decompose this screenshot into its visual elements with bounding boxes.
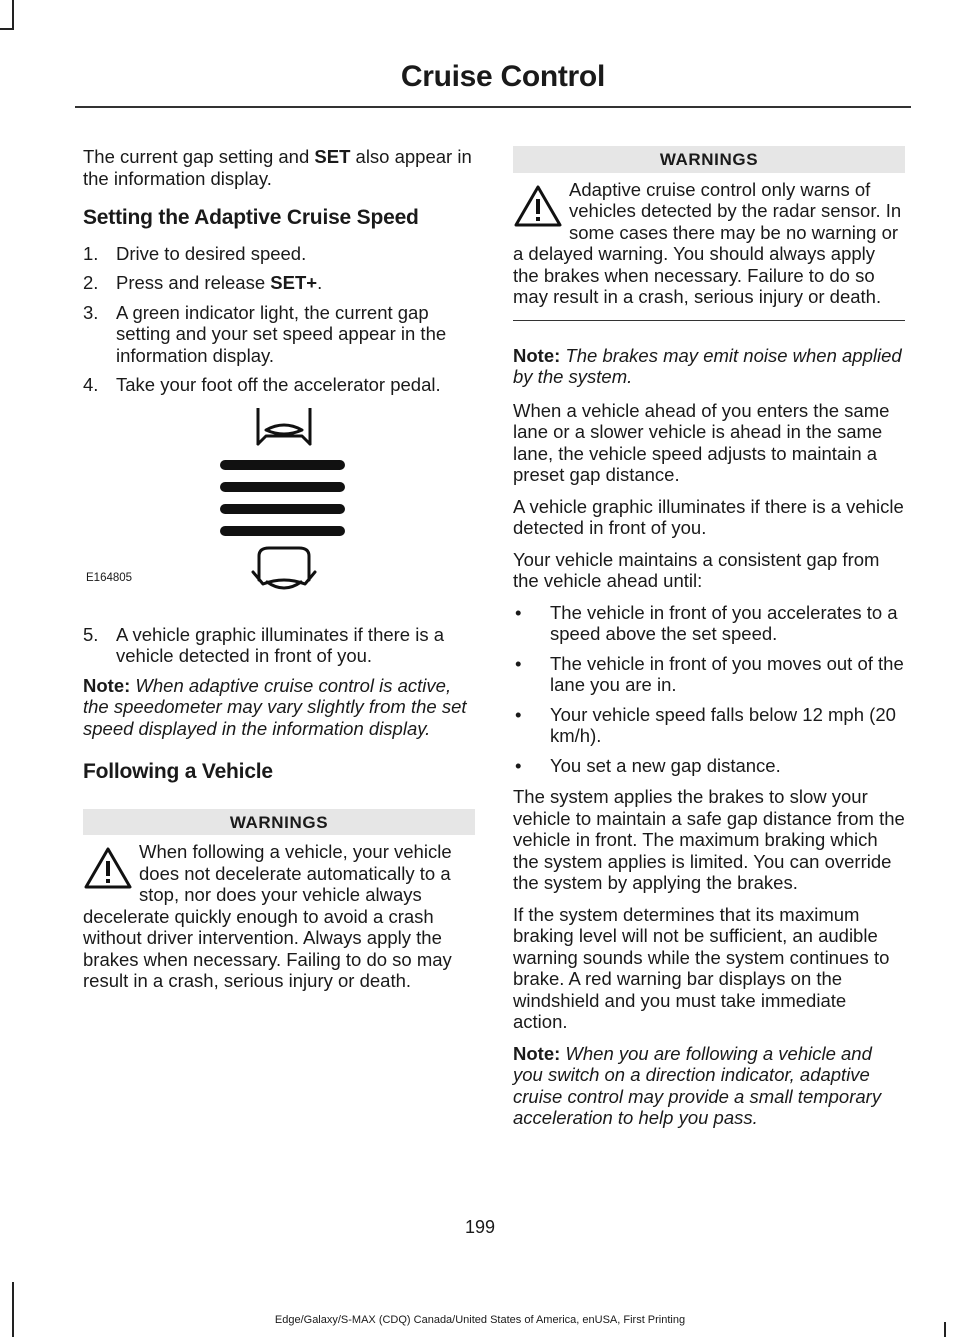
paragraph-vehicle-ahead: When a vehicle ahead of you enters the same lane or a slower vehicle is ahead in the same lane, the vehicle speed adjusts to maintain a preset gap distance. — [513, 399, 890, 485]
note-text: When adaptive cruise control is active, the speedometer may vary slightly from the set speed displayed in the information display. — [83, 674, 467, 739]
header-rule — [75, 106, 911, 108]
warning-box — [513, 179, 905, 321]
step-text-post: . — [317, 272, 323, 293]
warning-triangle-icon — [83, 846, 133, 890]
note-label: Note: — [83, 674, 131, 696]
list-item — [513, 602, 905, 645]
list-item-text: The vehicle in front of you accelerates to a speed above the set speed. — [550, 601, 898, 644]
note-text: When you are following a vehicle and you switch on a direction indicator, adaptive cruise control may provide a small temporary acceleration to help you pass. — [513, 1042, 882, 1128]
section-heading-setting-speed: Setting the Adaptive Cruise Speed — [83, 206, 419, 229]
intro-text-1: The current gap setting and — [83, 146, 315, 167]
bullet-mark: • — [515, 703, 522, 725]
set-key-label: SET — [314, 146, 351, 167]
gap-setting-figure — [83, 408, 475, 608]
paragraph-max-braking: If the system determines that its maximum braking level will not be sufficient, an audible warning sounds while the system continues to brake. A red warning bar displays on the windshield and you must take immediate action. — [513, 903, 890, 1032]
step-text — [116, 272, 475, 294]
step-number: 1. — [83, 242, 99, 264]
note-brake-noise — [513, 345, 905, 388]
page-title: Cruise Control — [400, 60, 605, 93]
right-column — [513, 146, 905, 1141]
paragraph-consistent-gap: Your vehicle maintains a consistent gap from the vehicle ahead until: — [513, 548, 880, 591]
steps-list — [83, 243, 475, 396]
crop-mark-bottom-left-v — [12, 1282, 14, 1337]
note-speedometer — [83, 675, 475, 740]
step-item — [83, 374, 475, 396]
note-text: The brakes may emit noise when applied by the system. — [513, 344, 902, 387]
crop-mark-bottom-left-h — [12, 1282, 14, 1284]
lead-vehicle-icon — [258, 408, 310, 444]
list-item-text: Your vehicle speed falls below 12 mph (20 km/h). — [550, 703, 896, 746]
list-item-text: You set a new gap distance. — [550, 754, 781, 776]
list-item — [513, 755, 905, 777]
step-number: 3. — [83, 301, 99, 323]
warning-triangle-icon — [513, 184, 563, 228]
footer-text: Edge/Galaxy/S-MAX (CDQ) Canada/United States of America, enUSA, First Printing — [274, 1314, 686, 1326]
step-text: A vehicle graphic illuminates if there is a vehicle detected in front of you. — [116, 623, 445, 666]
left-column — [83, 146, 475, 1022]
page-number: 199 — [464, 1217, 496, 1237]
step-number: 2. — [83, 272, 99, 293]
paragraph-vehicle-graphic: A vehicle graphic illuminates if there is a vehicle detected in front of you. — [513, 495, 904, 538]
section-heading-following: Following a Vehicle — [83, 760, 273, 783]
step-item — [83, 272, 475, 294]
conditions-list — [513, 602, 905, 777]
note-label: Note: — [513, 344, 561, 366]
step-text — [116, 243, 475, 265]
step-text — [116, 374, 475, 396]
intro-paragraph — [83, 146, 475, 189]
set-plus-key-label: SET+ — [270, 272, 318, 293]
step-number: 4. — [83, 374, 99, 395]
note-direction-indicator — [513, 1043, 905, 1129]
warning-box — [83, 841, 475, 1004]
crop-mark-top-left-h — [0, 28, 14, 30]
crop-mark-top-left-v — [12, 0, 14, 30]
bullet-mark: • — [515, 754, 522, 776]
step-item — [83, 302, 475, 367]
warning-text: When following a vehicle, your vehicle does not decelerate automatically to a stop, nor does your vehicle always decelerate quickly enough to avoid a crash without driver intervention. Always apply the brakes when necessary. Failing to do so may result in a crash, serious injury or death. — [83, 841, 452, 991]
own-vehicle-icon — [253, 548, 315, 588]
step-item — [83, 243, 475, 265]
bullet-mark: • — [515, 601, 522, 623]
step-item — [83, 624, 475, 667]
warning-text: Adaptive cruise control only warns of vehicles detected by the radar sensor. In some cases there may be no warning or a delayed warning. You should always apply the brakes when necessary. Failure to do so may result in a crash, serious injury or death. — [513, 178, 902, 307]
figure-code: E164805 — [86, 572, 133, 584]
note-label: Note: — [513, 1042, 561, 1064]
list-item — [513, 704, 905, 747]
step-text — [116, 302, 475, 367]
step-text-pre: A green indicator light, the current gap setting and your set speed appear in the information display. — [116, 301, 447, 366]
warning-heading: WARNINGS — [83, 809, 475, 836]
warning-heading: WARNINGS — [513, 146, 905, 173]
intro-text-2: also appear in the information display. — [83, 146, 472, 189]
gap-distance-graphic — [83, 408, 475, 608]
step-text-pre: Drive to desired speed. — [116, 242, 307, 264]
list-item-text: The vehicle in front of you moves out of the lane you are in. — [550, 652, 904, 695]
bullet-mark: • — [515, 652, 522, 674]
paragraph-braking: The system applies the brakes to slow your vehicle to maintain a safe gap distance from the vehicle in front. The maximum braking which the system applies is limited. You can override the system by applying the brakes. — [513, 786, 905, 893]
step-text-pre: Take your foot off the accelerator pedal. — [116, 374, 441, 395]
step-text-pre: Press and release — [116, 272, 271, 293]
step-number: 5. — [83, 623, 99, 645]
list-item — [513, 653, 905, 696]
gap-bars-icon — [220, 460, 345, 536]
